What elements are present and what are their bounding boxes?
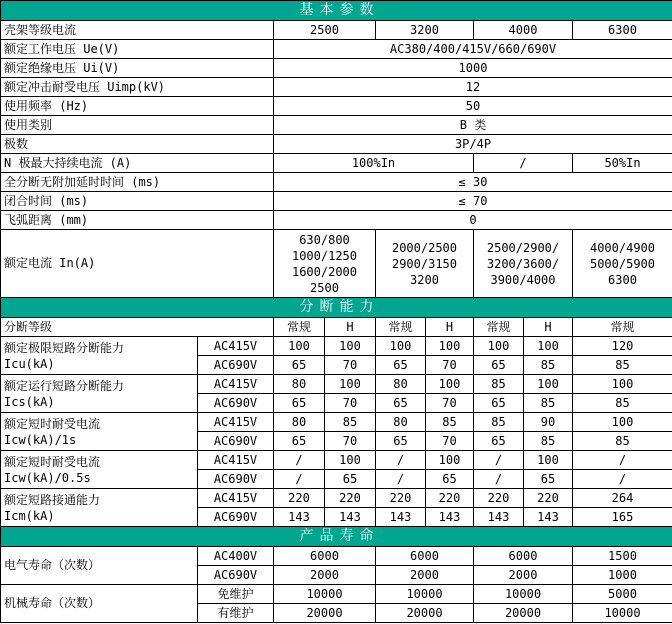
value-cell: 20000 xyxy=(274,604,376,623)
value-cell: 220 xyxy=(376,489,426,508)
value-cell: 10000 xyxy=(274,585,376,604)
row-label-icu xyxy=(1,337,198,375)
value-cell: 6000 xyxy=(376,547,474,566)
value-line: 2500 xyxy=(310,280,339,295)
value-cell: 50%In xyxy=(573,154,672,173)
label-line: 额定极限短路分断能力 xyxy=(4,340,125,355)
value-cell: 70 xyxy=(325,394,376,413)
value-cell: 143 xyxy=(325,508,376,527)
value-cell: 80 xyxy=(274,413,325,432)
sub-label: 有维护 xyxy=(198,604,274,623)
table-row xyxy=(1,547,672,566)
value-cell: 2000 xyxy=(274,566,376,585)
value-cell: ≤ 30 xyxy=(274,173,672,192)
row-label-electrical-life: 电气寿命（次数） xyxy=(1,547,198,585)
value-cell: 100 xyxy=(573,413,672,432)
value-cell: 50 xyxy=(274,97,672,116)
label-line: Icm(kA) xyxy=(4,508,55,523)
table-row xyxy=(1,173,672,192)
value-cell: 143 xyxy=(426,508,474,527)
value-cell: 90 xyxy=(524,413,573,432)
section-header-row xyxy=(1,1,672,21)
value-cell: 0 xyxy=(274,211,672,230)
value-cell: 10000 xyxy=(573,604,672,623)
value-cell: 65 xyxy=(426,470,474,489)
value-cell: 120 xyxy=(573,337,672,356)
value-cell xyxy=(474,230,573,298)
value-cell: 70 xyxy=(325,356,376,375)
sub-label: AC415V xyxy=(198,451,274,470)
value-cell: 4000 xyxy=(474,21,573,40)
table-row xyxy=(1,489,672,508)
row-label-rated-current: 额定电流 In(A) xyxy=(1,230,274,298)
row-label-uimp: 额定冲击耐受电压 Uimp(kV) xyxy=(1,78,274,97)
value-line: 4000/4900 xyxy=(589,240,656,255)
row-label-icm xyxy=(1,489,198,527)
row-label-close-time: 闭合时间 (ms) xyxy=(1,192,274,211)
value-cell: 85 xyxy=(426,413,474,432)
row-label-ics xyxy=(1,375,198,413)
value-cell: / xyxy=(376,451,426,470)
value-cell: 12 xyxy=(274,78,672,97)
value-cell: 220 xyxy=(426,489,474,508)
value-cell: 20000 xyxy=(474,604,573,623)
value-cell: 65 xyxy=(274,356,325,375)
row-label-frequency: 使用频率 (Hz) xyxy=(1,97,274,116)
label-line: Icw(kA)/1s xyxy=(4,432,77,447)
table-row xyxy=(1,230,672,298)
value-cell: 100 xyxy=(474,337,524,356)
grade-cell: 常规 xyxy=(573,318,672,337)
sub-label: 免维护 xyxy=(198,585,274,604)
table-row xyxy=(1,585,672,604)
value-cell: 5000 xyxy=(573,585,672,604)
section-title-basic: 基本参数 xyxy=(1,1,672,21)
value-cell: 6300 xyxy=(573,21,672,40)
value-cell: 100 xyxy=(524,337,573,356)
value-cell: 10000 xyxy=(376,585,474,604)
sub-label: AC690V xyxy=(198,508,274,527)
value-cell: 143 xyxy=(376,508,426,527)
value-cell: 85 xyxy=(524,394,573,413)
grade-cell: 常规 xyxy=(376,318,426,337)
value-cell: 220 xyxy=(325,489,376,508)
value-cell: 70 xyxy=(426,356,474,375)
value-cell: 1000 xyxy=(274,59,672,78)
value-cell xyxy=(274,230,376,298)
sub-label: AC400V xyxy=(198,547,274,566)
value-cell: 70 xyxy=(325,432,376,451)
label-line: Ics(kA) xyxy=(4,394,55,409)
value-cell xyxy=(376,230,474,298)
value-cell: 220 xyxy=(524,489,573,508)
row-label-break-time: 全分断无附加延时时间 (ms) xyxy=(1,173,274,192)
value-cell: 100 xyxy=(426,337,474,356)
table-row xyxy=(1,318,672,337)
value-cell: B 类 xyxy=(274,116,672,135)
value-cell: 165 xyxy=(573,508,672,527)
value-cell: 65 xyxy=(376,356,426,375)
value-cell: 70 xyxy=(426,432,474,451)
row-label-ue: 额定工作电压 Ue(V) xyxy=(1,40,274,59)
value-cell: 65 xyxy=(474,394,524,413)
value-cell: 80 xyxy=(274,375,325,394)
value-line: 1600/2000 xyxy=(291,264,358,279)
value-cell: / xyxy=(376,470,426,489)
value-line: 5000/5900 xyxy=(589,256,656,271)
value-cell: 100 xyxy=(573,375,672,394)
value-line: 3900/4000 xyxy=(490,272,556,287)
value-cell: 65 xyxy=(524,470,573,489)
sub-label: AC690V xyxy=(198,356,274,375)
value-cell: 65 xyxy=(376,394,426,413)
row-label-grade: 分断等级 xyxy=(1,318,274,337)
value-cell: 65 xyxy=(474,356,524,375)
section-title-life: 产品寿命 xyxy=(1,527,672,547)
row-label-poles: 极数 xyxy=(1,135,274,154)
section-header-row xyxy=(1,298,672,318)
value-cell: / xyxy=(474,451,524,470)
sub-label: AC415V xyxy=(198,489,274,508)
value-line: 6300 xyxy=(608,272,637,287)
label-line: 额定短时耐受电流 xyxy=(4,416,101,431)
value-cell: 100 xyxy=(325,337,376,356)
row-label-ui: 额定绝缘电压 Ui(V) xyxy=(1,59,274,78)
value-cell: 100 xyxy=(325,451,376,470)
sub-label: AC415V xyxy=(198,375,274,394)
value-cell: 70 xyxy=(426,394,474,413)
label-line: Icw(kA)/0.5s xyxy=(4,470,91,485)
table-row xyxy=(1,413,672,432)
value-cell: 143 xyxy=(524,508,573,527)
value-cell: 143 xyxy=(274,508,325,527)
value-cell: 85 xyxy=(474,413,524,432)
value-cell: 85 xyxy=(524,356,573,375)
section-header-row xyxy=(1,527,672,547)
value-cell: 100 xyxy=(426,451,474,470)
value-cell: 85 xyxy=(474,375,524,394)
value-cell: 100 xyxy=(325,375,376,394)
table-row xyxy=(1,21,672,40)
table-row xyxy=(1,154,672,173)
value-cell: 100 xyxy=(376,337,426,356)
value-cell: 6000 xyxy=(274,547,376,566)
value-cell: 20000 xyxy=(376,604,474,623)
label-line: 额定短路接通能力 xyxy=(4,492,101,507)
value-cell: 65 xyxy=(274,394,325,413)
sub-label: AC690V xyxy=(198,432,274,451)
value-cell: / xyxy=(274,470,325,489)
row-label-icw-1s xyxy=(1,413,198,451)
value-cell xyxy=(573,230,672,298)
label-line: 额定短时耐受电流 xyxy=(4,454,101,469)
value-cell: 100 xyxy=(426,375,474,394)
row-label-frame-current: 壳架等级电流 xyxy=(1,21,274,40)
table-row xyxy=(1,40,672,59)
sub-label: AC415V xyxy=(198,337,274,356)
value-cell: 10000 xyxy=(474,585,573,604)
value-cell: 143 xyxy=(474,508,524,527)
value-cell: 65 xyxy=(474,432,524,451)
value-cell: 1500 xyxy=(573,547,672,566)
value-cell: 2000 xyxy=(474,566,573,585)
value-cell: 6000 xyxy=(474,547,573,566)
value-cell: 220 xyxy=(474,489,524,508)
value-cell: 85 xyxy=(325,413,376,432)
value-cell: ≤ 70 xyxy=(274,192,672,211)
value-cell: 3P/4P xyxy=(274,135,672,154)
value-line: 630/800 xyxy=(299,232,350,247)
value-cell: 100 xyxy=(524,375,573,394)
label-line: 额定运行短路分断能力 xyxy=(4,378,125,393)
table-row xyxy=(1,337,672,356)
value-cell: 264 xyxy=(573,489,672,508)
sub-label: AC690V xyxy=(198,470,274,489)
sub-label: AC690V xyxy=(198,394,274,413)
table-row xyxy=(1,135,672,154)
grade-cell: H xyxy=(426,318,474,337)
value-cell: 3200 xyxy=(376,21,474,40)
value-cell: 80 xyxy=(376,413,426,432)
label-line: Icu(kA) xyxy=(4,356,55,371)
value-cell: 80 xyxy=(376,375,426,394)
row-label-category: 使用类别 xyxy=(1,116,274,135)
value-cell: 65 xyxy=(325,470,376,489)
sub-label: AC415V xyxy=(198,413,274,432)
table-row xyxy=(1,192,672,211)
grade-cell: H xyxy=(524,318,573,337)
value-line: 3200/3600/ xyxy=(486,256,560,271)
value-cell: 85 xyxy=(573,394,672,413)
value-cell: 220 xyxy=(274,489,325,508)
value-cell: 65 xyxy=(274,432,325,451)
table-row xyxy=(1,97,672,116)
value-cell: 85 xyxy=(573,356,672,375)
section-title-breaking: 分断能力 xyxy=(1,298,672,318)
value-cell: 100 xyxy=(274,337,325,356)
table-row xyxy=(1,211,672,230)
table-row xyxy=(1,59,672,78)
value-cell: / xyxy=(573,451,672,470)
table-row xyxy=(1,451,672,470)
value-cell: 100%In xyxy=(274,154,474,173)
sub-label: AC690V xyxy=(198,566,274,585)
row-label-icw-05s xyxy=(1,451,198,489)
value-line: 2900/3150 xyxy=(391,256,458,271)
table-row xyxy=(1,78,672,97)
value-cell: / xyxy=(474,154,573,173)
row-label-npole: N 极最大持续电流 (A) xyxy=(1,154,274,173)
value-cell: 85 xyxy=(524,432,573,451)
value-cell: 85 xyxy=(573,432,672,451)
value-line: 3200 xyxy=(410,272,439,287)
table-row xyxy=(1,116,672,135)
value-line: 1000/1250 xyxy=(291,248,358,263)
value-cell: 100 xyxy=(524,451,573,470)
row-label-arc-distance: 飞弧距离 (mm) xyxy=(1,211,274,230)
value-cell: 2500 xyxy=(274,21,376,40)
grade-cell: 常规 xyxy=(474,318,524,337)
value-cell: 2000 xyxy=(376,566,474,585)
value-cell: / xyxy=(474,470,524,489)
table-row xyxy=(1,375,672,394)
value-cell: 65 xyxy=(376,432,426,451)
value-cell: / xyxy=(274,451,325,470)
value-cell: AC380/400/415V/660/690V xyxy=(274,40,672,59)
grade-cell: H xyxy=(325,318,376,337)
row-label-mechanical-life: 机械寿命（次数） xyxy=(1,585,198,623)
value-line: 2000/2500 xyxy=(391,240,458,255)
grade-cell: 常规 xyxy=(274,318,325,337)
value-cell: / xyxy=(573,470,672,489)
value-line: 2500/2900/ xyxy=(486,240,560,255)
value-cell: 1000 xyxy=(573,566,672,585)
